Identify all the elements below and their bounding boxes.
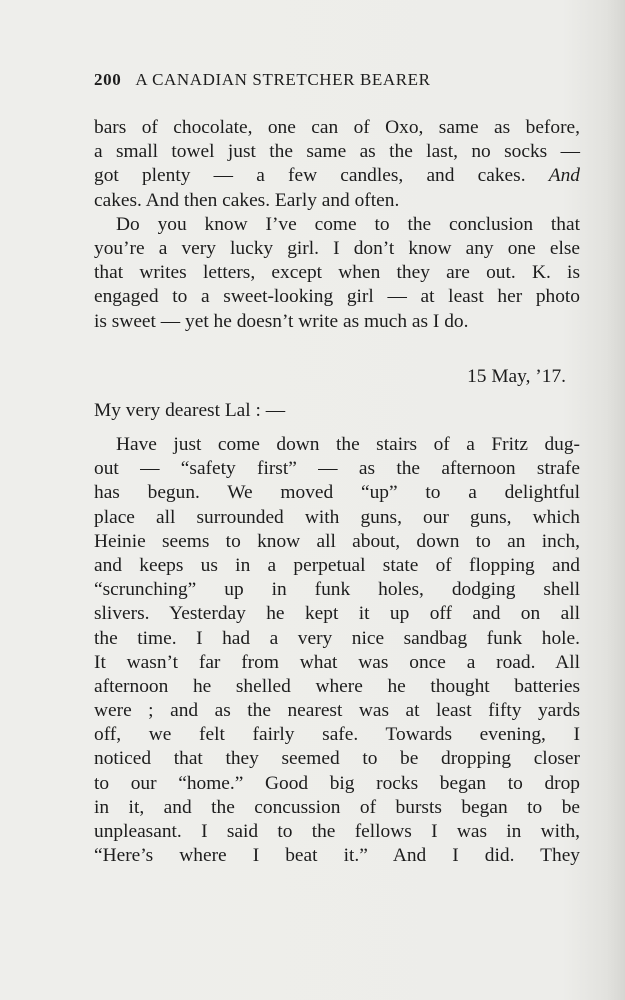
text-line: were ; and as the nearest was at least fifty yards [94,700,580,722]
text-line: you’re a very lucky girl. I don’t know any one else [94,237,580,259]
text-line: Do you know I’ve come to the conclusion that [116,213,580,235]
page-number: 200 [94,70,122,89]
date-line: 15 May, ’17. [467,366,566,387]
text-line: cakes. And then cakes. Early and often. [94,189,400,211]
text-line: place all surrounded with guns, our guns, which [94,506,580,528]
salutation-line: My very dearest Lal : — [94,400,286,421]
text-line: noticed that they seemed to be dropping closer [94,748,580,770]
text-line: slivers. Yesterday he kept it up off and on all [94,603,580,625]
letter-salutation [94,399,580,423]
text-line: out — “safety first” — as the afternoon strafe [94,458,580,480]
text-line: Have just come down the stairs of a Fritz dug- [116,434,580,455]
running-title: A CANADIAN STRETCHER BEARER [135,70,431,89]
text-line: unpleasant. I said to the fellows I was in with, [94,821,580,842]
text-line: It wasn’t far from what was once a road. All [94,651,580,673]
text-block-2 [94,433,580,868]
text-line: and keeps us in a perpetual state of flopping and [94,554,580,576]
emphasis-text: And [548,165,580,187]
text-line: “scrunching” up in funk holes, dodging shell [94,579,580,601]
text-line: to our “home.” Good big rocks began to drop [94,772,580,794]
text-line: that writes letters, except when they are out. K. is [94,262,580,284]
text-line: off, we felt fairly safe. Towards evening, I [94,724,580,746]
text-line: “Here’s where I beat it.” And I did. They [94,845,580,867]
running-header [94,70,580,90]
text-line: a small towel just the same as the last, no socks — [94,141,580,163]
text-line: got plenty — a few candles, and cakes. And [94,165,580,187]
text-line: afternoon he shelled where he thought batteries [94,675,580,697]
letter-date [94,365,580,389]
text-line: has begun. We moved “up” to a delightful [94,482,580,504]
text-line: is sweet — yet he doesn’t write as much as I do. [94,310,469,332]
text-line: the time. I had a very nice sandbag funk hole. [94,627,580,649]
text-line: engaged to a sweet-looking girl — at least her photo [94,286,580,308]
text-line: Heinie seems to know all about, down to an inch, [94,530,580,552]
text-block-1 [94,116,580,334]
text-line: in it, and the concussion of bursts began to be [94,796,580,818]
text-line: bars of chocolate, one can of Oxo, same as before, [94,117,580,138]
